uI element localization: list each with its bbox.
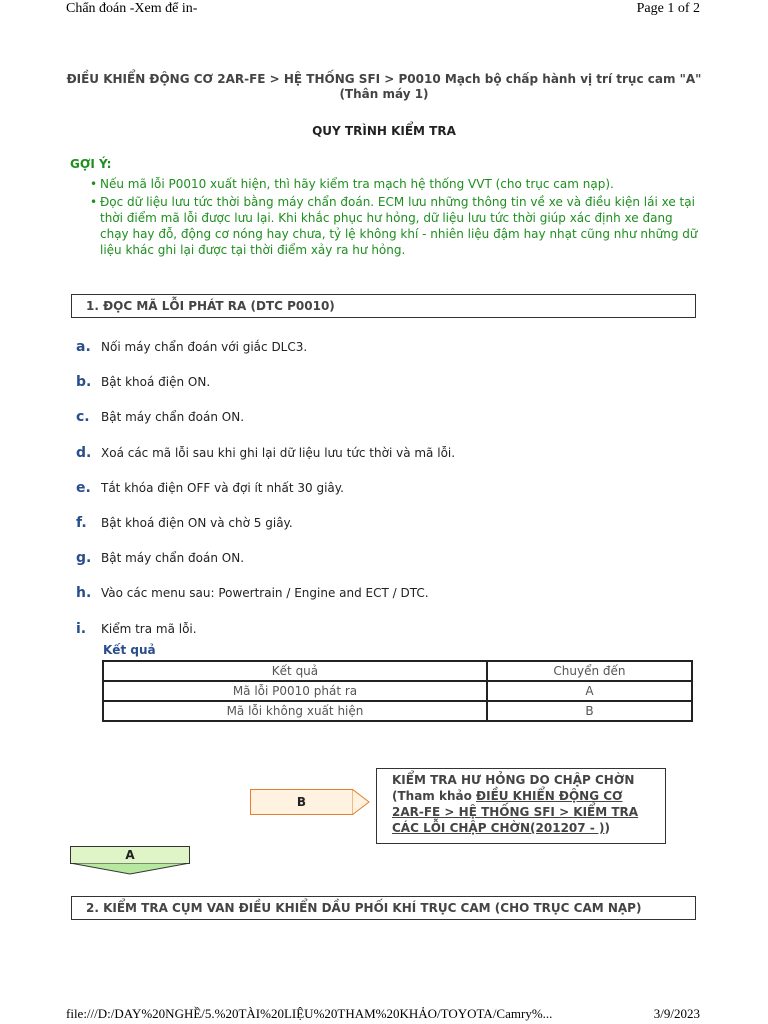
table-cell: Mã lỗi không xuất hiện (103, 701, 487, 721)
result-b-button[interactable]: B (250, 789, 353, 815)
table-row (103, 681, 692, 701)
bullet-icon: • (90, 177, 98, 191)
hint-item: • Nếu mã lỗi P0010 xuất hiện, thì hãy kiểm tra mạch hệ thống VVT (cho trục cam nạp). (90, 177, 614, 191)
table-row (103, 701, 692, 721)
bullet-icon: • (90, 195, 98, 209)
intermittent-check-title: KIỂM TRA HƯ HỎNG DO CHẬP CHỜN (392, 773, 635, 787)
step-item-b: b. Bật khoá điện ON. (76, 374, 211, 390)
result-a-button[interactable]: A (70, 846, 190, 864)
hint-label: GỢI Ý: (70, 157, 112, 171)
step-item-a: a. Nối máy chẩn đoán với giắc DLC3. (76, 339, 308, 355)
document-title: ĐIỀU KHIỂN ĐỘNG CƠ 2AR-FE > HỆ THỐNG SFI > P0010 Mạch bộ chấp hành vị trí trục cam "A" (Thân máy 1) (66, 72, 702, 101)
step-item-h: h. Vào các menu sau: Powertrain / Engine and ECT / DTC. (76, 585, 429, 601)
step-item-g: g. Bật máy chẩn đoán ON. (76, 550, 245, 566)
step-item-i: i. Kiểm tra mã lỗi. (76, 621, 197, 637)
hint-item: • Đọc dữ liệu lưu tức thời bằng máy chẩn đoán. ECM lưu những thông tin về xe và điều kiện lái xe tại thời điểm mã lỗi được lưu lại. Khi khắc phục hư hỏng, dữ liệu lưu tức thời giúp xác định xe đang chạy hay đỗ, động cơ nóng hay chưa, tỷ lệ không khí - nhiên liệu đậm hay nhạt cũng như những dữ liệu khác ghi lại được tại thời điểm xảy ra hư hỏng. (90, 195, 698, 257)
step-item-d: d. Xoá các mã lỗi sau khi ghi lại dữ liệu lưu tức thời và mã lỗi. (76, 445, 456, 461)
table-header-row (103, 661, 692, 681)
table-header-cell: Kết quả (103, 661, 487, 681)
page-header-title: Chẩn đoán -Xem để in- (66, 1, 198, 16)
table-header-cell: Chuyển đến (487, 661, 692, 681)
result-table (102, 660, 693, 722)
footer-date: 3/9/2023 (653, 1006, 700, 1021)
footer-file-path: file:///D:/DAY%20NGHỀ/5.%20TÀI%20LIỆU%20THAM%20KHẢO/TOYOTA/Camry%... (66, 1006, 553, 1021)
step-1-heading: 1. ĐỌC MÃ LỖI PHÁT RA (DTC P0010) (71, 294, 696, 318)
result-label: Kết quả (103, 643, 156, 657)
arrow-right-icon (352, 789, 370, 815)
intermittent-check-box: KIỂM TRA HƯ HỎNG DO CHẬP CHỜN (Tham khảo ĐIỀU KHIỂN ĐỘNG CƠ 2AR-FE > HỆ THỐNG SFI > KIỂM TRA CÁC LỖI CHẬP CHỜN(201207 - )) (376, 768, 666, 844)
arrow-down-icon (70, 863, 190, 875)
step-item-c: c. Bật máy chẩn đoán ON. (76, 409, 245, 425)
table-cell: A (487, 681, 692, 701)
hint-list (78, 176, 703, 260)
step-item-f: f. Bật khoá điện ON và chờ 5 giây. (76, 515, 293, 531)
procedure-heading: QUY TRÌNH KIỂM TRA (312, 124, 456, 138)
intermittent-check-link[interactable]: ĐIỀU KHIỂN ĐỘNG CƠ 2AR-FE > HỆ THỐNG SFI > KIỂM TRA CÁC LỖI CHẬP CHỜN(201207 - ) (392, 789, 639, 835)
step-item-e: e. Tắt khóa điện OFF và đợi ít nhất 30 giây. (76, 480, 344, 496)
table-cell: B (487, 701, 692, 721)
step-2-heading: 2. KIỂM TRA CỤM VAN ĐIỀU KHIỂN DẦU PHỐI KHÍ TRỤC CAM (CHO TRỤC CAM NẠP) (71, 896, 696, 920)
page-number: Page 1 of 2 (636, 1, 700, 16)
table-cell: Mã lỗi P0010 phát ra (103, 681, 487, 701)
